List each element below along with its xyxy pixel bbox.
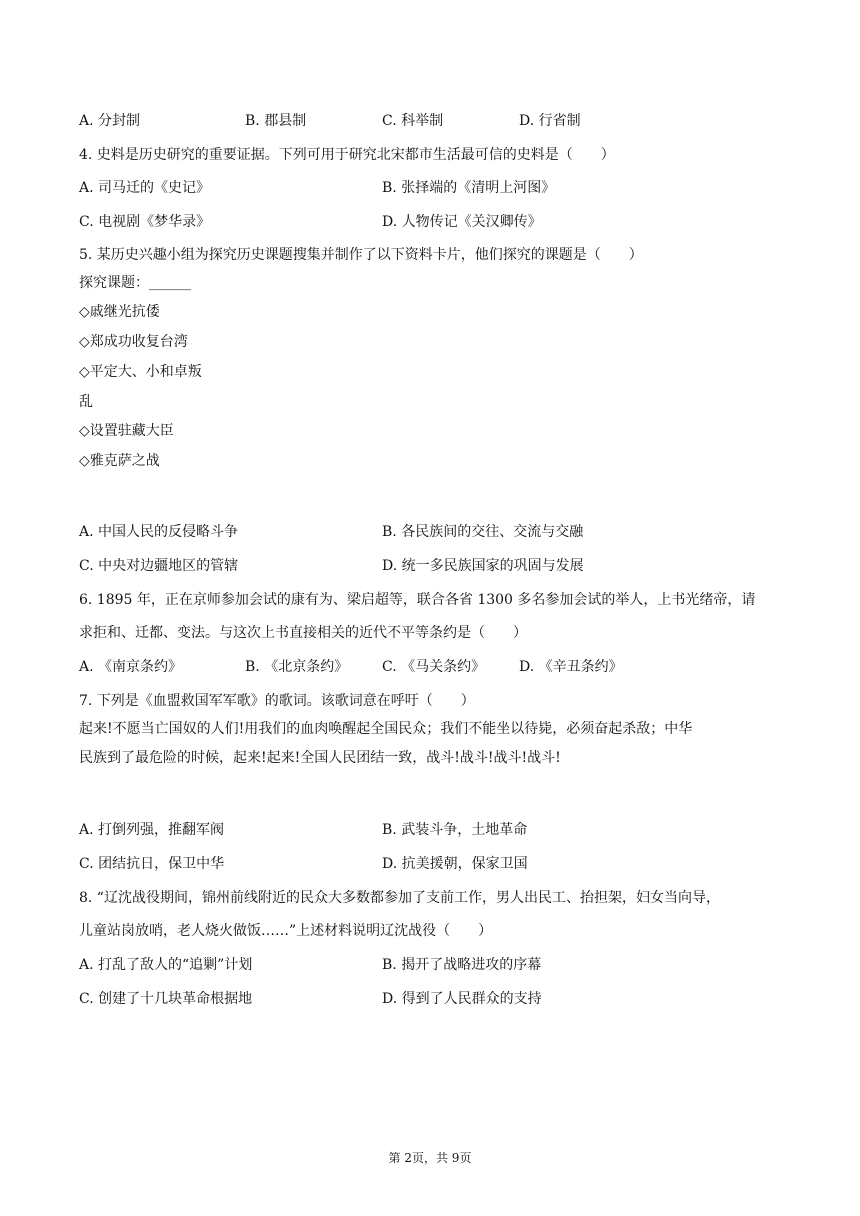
q8-option-d: D. 得到了人民群众的支持 [382, 991, 542, 1007]
q3-option-c: C. 科举制 [382, 113, 444, 129]
q5-option-a: A. 中国人民的反侵略斗争 [79, 524, 239, 540]
q5-card-item: 乱 [79, 394, 93, 410]
q5-card-item: ◇设置驻藏大臣 [79, 423, 174, 439]
q5-card-item: ◇戚继光抗倭 [79, 304, 160, 320]
q8-option-a: A. 打乱了敌人的“追剿”计划 [79, 957, 253, 973]
q5-option-c: C. 中央对边疆地区的管辖 [79, 558, 239, 574]
q5-card-item: ◇平定大、小和卓叛 [79, 364, 202, 380]
q7-option-a: A. 打倒列强，推翻军阀 [79, 822, 225, 838]
q6-option-c: C. 《马关条约》 [382, 659, 486, 675]
q5-topic-label: 探究课题：______ [79, 275, 191, 291]
q4-stem: 4. 史料是历史研究的重要证据。下列可用于研究北宋都市生活最可信的史料是（ ） [79, 147, 615, 163]
q4-option-a: A. 司马迁的《史记》 [79, 180, 211, 196]
q5-stem: 5. 某历史兴趣小组为探究历史课题搜集并制作了以下资料卡片，他们探究的课题是（ ） [79, 247, 643, 263]
q3-option-a: A. 分封制 [79, 113, 141, 129]
q5-option-d: D. 统一多民族国家的巩固与发展 [382, 558, 584, 574]
q7-option-d: D. 抗美援朝，保家卫国 [382, 856, 528, 872]
q6-option-a: A. 《南京条约》 [79, 659, 183, 675]
q6-option-d: D. 《辛丑条约》 [519, 659, 623, 675]
q4-option-b: B. 张择端的《清明上河图》 [382, 180, 556, 196]
q7-option-c: C. 团结抗日，保卫中华 [79, 856, 225, 872]
q5-card-item: ◇雅克萨之战 [79, 453, 160, 469]
q3-option-d: D. 行省制 [519, 113, 581, 129]
q7-lyric-line2: 民族到了最危险的时候，起来!起来!全国人民团结一致，战斗!战斗!战斗!战斗! [79, 750, 561, 766]
q5-card-item: ◇郑成功收复台湾 [79, 334, 188, 350]
q8-option-b: B. 揭开了战略进攻的序幕 [382, 957, 542, 973]
q6-stem-line1: 6. 1895 年，正在京师参加会试的康有为、梁启超等，联合各省 1300 多名参加会试的举人，上书光绪帝，请 [79, 592, 756, 608]
q8-stem-line2: 儿童站岗放哨，老人烧火做饭……”上述材料说明辽沈战役（ ） [79, 923, 493, 939]
q6-stem-line2: 求拒和、迁都、变法。与这次上书直接相关的近代不平等条约是（ ） [79, 625, 527, 641]
q8-option-c: C. 创建了十几块革命根据地 [79, 991, 253, 1007]
q7-stem: 7. 下列是《血盟救国军军歌》的歌词。该歌词意在呼吁（ ） [79, 693, 475, 709]
q7-option-b: B. 武装斗争，土地革命 [382, 822, 528, 838]
page-footer: 第 2页，共 9页 [388, 1151, 472, 1165]
q6-option-b: B. 《北京条约》 [245, 659, 349, 675]
q5-option-b: B. 各民族间的交往、交流与交融 [382, 524, 584, 540]
q4-option-c: C. 电视剧《梦华录》 [79, 214, 211, 230]
q8-stem-line1: 8. “辽沈战役期间，锦州前线附近的民众大多数都参加了支前工作，男人出民工、抬担架，妇女当向导， [79, 890, 720, 906]
q3-option-b: B. 郡县制 [245, 113, 307, 129]
q4-option-d: D. 人物传记《关汉卿传》 [382, 214, 542, 230]
q7-lyric-line1: 起来!不愿当亡国奴的人们!用我们的血肉唤醒起全国民众；我们不能坐以待毙，必须奋起杀敌；中华 [79, 721, 693, 737]
